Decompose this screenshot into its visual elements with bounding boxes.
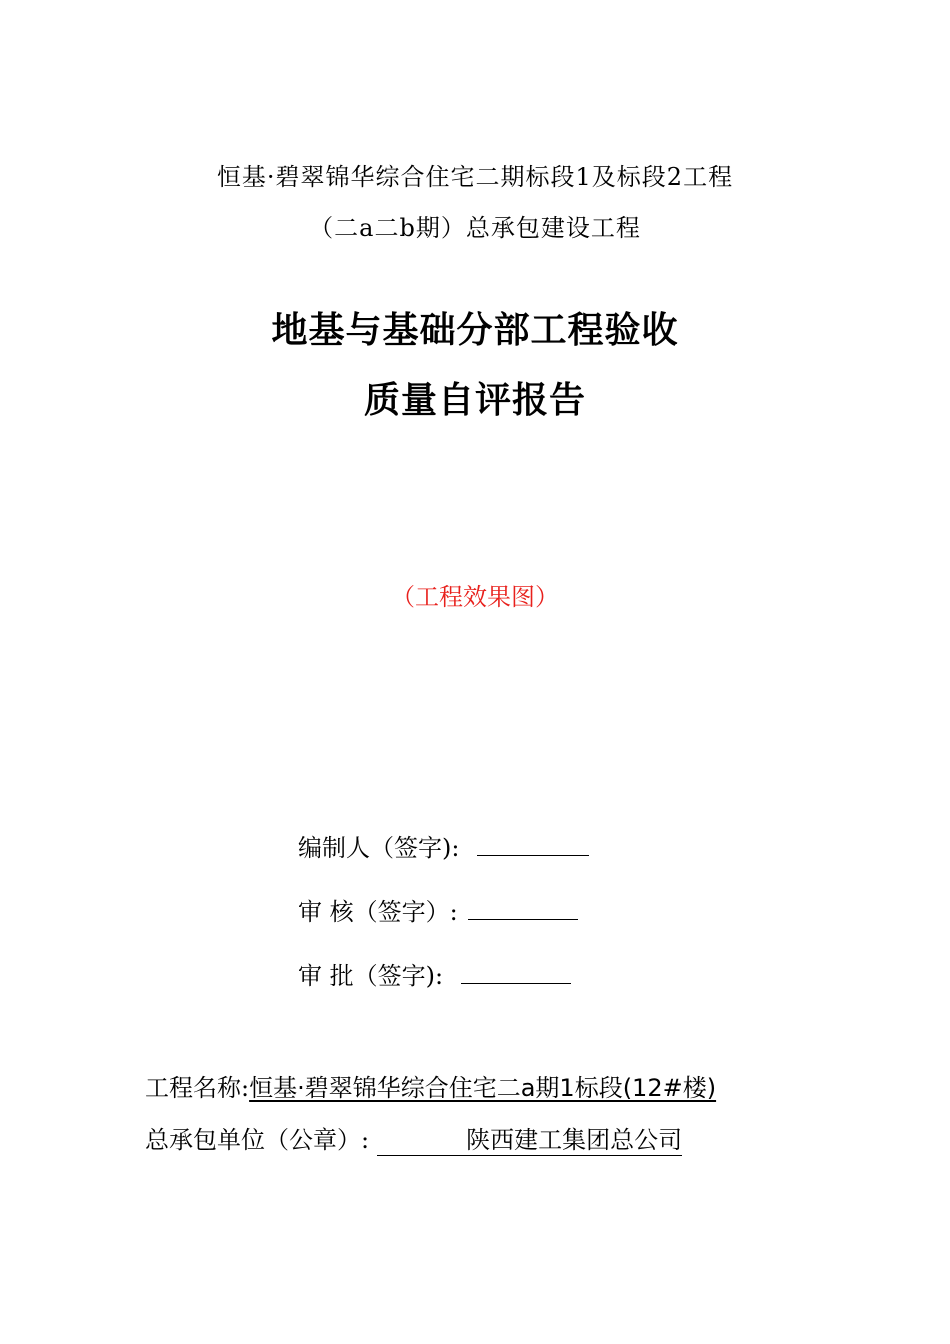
preparer-label: 编制人（签字): bbox=[298, 834, 460, 862]
rendering-placeholder: （工程效果图） bbox=[391, 583, 559, 611]
approver-signature-row bbox=[298, 956, 571, 991]
project-subtitle-line1: 恒基·碧翠锦华综合住宅二期标段1及标段2工程 bbox=[216, 163, 734, 191]
project-subtitle-line2: （二a二b期）总承包建设工程 bbox=[309, 214, 641, 242]
contractor-row bbox=[145, 1120, 682, 1156]
project-name-value: 恒基·碧翠锦华综合住宅二a期1标段(12#楼) bbox=[249, 1074, 717, 1102]
preparer-signature-field[interactable] bbox=[477, 833, 589, 856]
reviewer-label: 审 核（签字）: bbox=[298, 898, 458, 926]
contractor-value-field bbox=[377, 1120, 682, 1156]
approver-label: 审 批（签字): bbox=[298, 962, 444, 990]
report-title-line1: 地基与基础分部工程验收 bbox=[271, 310, 679, 351]
reviewer-signature-field[interactable] bbox=[468, 897, 578, 920]
reviewer-signature-row bbox=[298, 892, 578, 927]
report-title-line2: 质量自评报告 bbox=[363, 380, 586, 421]
approver-signature-field[interactable] bbox=[461, 961, 571, 984]
project-name-row bbox=[145, 1068, 716, 1103]
project-name-label: 工程名称: bbox=[145, 1074, 250, 1102]
contractor-label: 总承包单位（公章）: bbox=[145, 1126, 370, 1154]
contractor-value: 陕西建工集团总公司 bbox=[466, 1126, 683, 1154]
preparer-signature-row bbox=[298, 828, 589, 863]
